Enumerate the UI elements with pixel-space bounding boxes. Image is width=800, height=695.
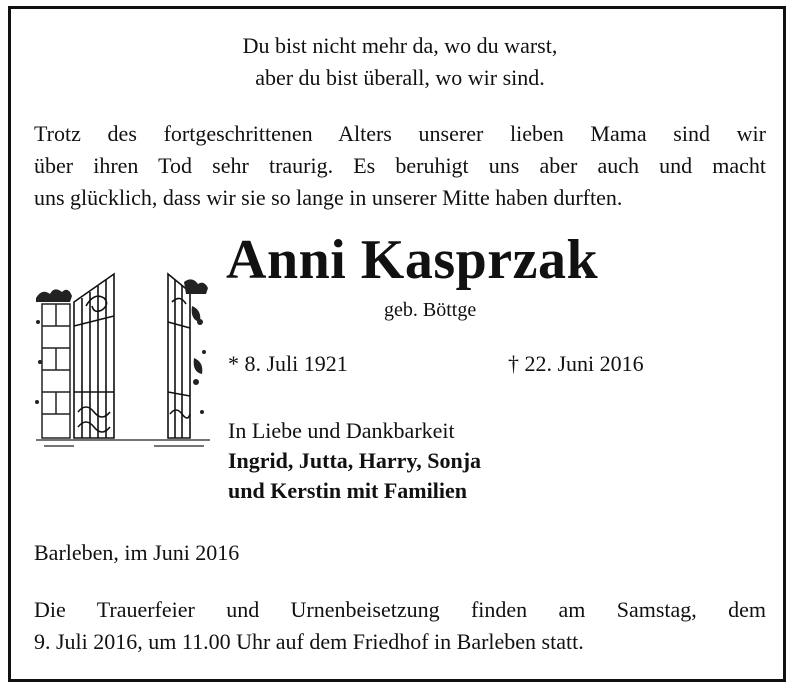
intro-line: über ihren Tod sehr traurig. Es beruhigt uns aber auch und macht [34,153,766,178]
stone-pillar-left [42,304,70,438]
funeral-info [34,594,766,658]
gate-leaf-right [168,274,190,438]
gate-icon [34,262,214,452]
mourners-intro: In Liebe und Dankbarkeit [228,418,455,443]
poem-line: aber du bist überall, wo wir sind. [255,65,545,90]
intro-line: uns glücklich, dass wir sie so lange in unserer Mitte haben durften. [34,185,623,210]
funeral-line: 9. Juli 2016, um 11.00 Uhr auf dem Friedhof in Barleben statt. [34,629,584,654]
deceased-name: Anni Kasprzak [226,229,599,291]
funeral-line: Die Trauerfeier und Urnenbeisetzung finden am Samstag, dem [34,597,766,622]
poem [0,30,800,94]
poem-line: Du bist nicht mehr da, wo du warst, [242,33,558,58]
death-date: † 22. Juni 2016 [508,351,644,376]
birth-date: * 8. Juli 1921 [228,351,348,376]
intro-text [34,118,766,214]
intro-line: Trotz des fortgeschrittenen Alters unserer lieben Mama sind wir [34,121,766,146]
place-date: Barleben, im Juni 2016 [34,540,240,565]
mourners-names: und Kerstin mit Familien [228,478,467,503]
gate-leaf-left [74,274,114,438]
mourners [228,416,481,506]
birth-name: geb. Böttge [384,299,477,321]
mourners-names: Ingrid, Jutta, Harry, Sonja [228,448,482,473]
